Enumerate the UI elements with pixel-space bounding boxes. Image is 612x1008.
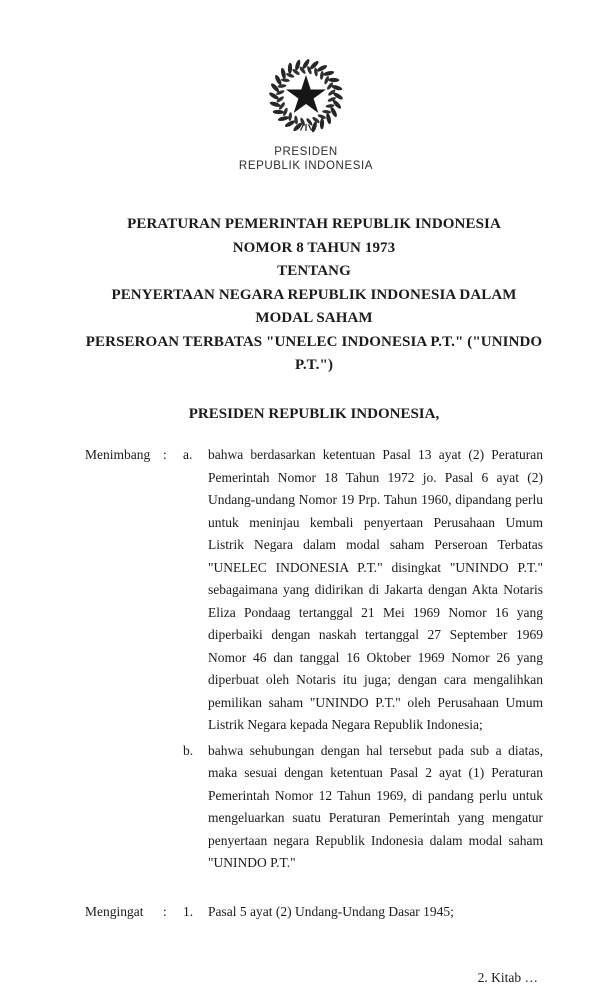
star-icon [286, 75, 326, 113]
consideration-item-a [183, 444, 543, 737]
section-label: Mengingat [85, 903, 144, 919]
title-line-3: TENTANG [277, 263, 351, 279]
letterhead [0, 0, 612, 173]
salutation: PRESIDEN REPUBLIK INDONESIA, [188, 405, 440, 422]
ribbon-knot [301, 124, 312, 131]
title-line-4: PENYERTAAN NEGARA REPUBLIK INDONESIA DALAM MODAL SAHAM [111, 286, 517, 326]
section-colon: : [163, 447, 167, 462]
section-mengingat [85, 901, 543, 924]
regulation-title [85, 213, 543, 378]
item-text: bahwa sehubungan dengan hal tersebut pada sub a diatas, maka sesuai dengan ketentuan Pasal 2 ayat (1) Peraturan Pemerintah Nomor 12 Tahun 1969, di pandang perlu untuk mengeluarkan suatu Peraturan Pemerintah yang mengatur penyertaan negara Republik Indonesia dalam modal saham "UNINDO P.T." [208, 742, 543, 870]
item-marker: b. [183, 742, 194, 758]
section-label: Menimbang [85, 447, 151, 462]
consideration-item-b [183, 740, 543, 875]
section-items [183, 444, 543, 875]
star-wreath-emblem-icon [265, 56, 347, 136]
title-line-2: NOMOR 8 TAHUN 1973 [232, 239, 396, 256]
section-colon: : [163, 903, 167, 919]
document-body [85, 213, 543, 990]
letterhead-republik-indonesia: REPUBLIK INDONESIA [238, 160, 374, 172]
legal-basis-item-1 [183, 901, 543, 924]
section-menimbang [85, 444, 543, 875]
item-marker: a. [183, 447, 193, 462]
section-items [183, 901, 543, 924]
title-line-1: PERATURAN PEMERINTAH REPUBLIK INDONESIA [127, 216, 501, 232]
item-text: Pasal 5 ayat (2) Undang-Undang Dasar 1945; [208, 903, 454, 919]
item-text: bahwa berdasarkan ketentuan Pasal 13 ayat (2) Peraturan Pemerintah Nomor 18 Tahun 1972 jo. Pasal 6 ayat (2) Undang-undang Nomor 19 Prp. Tahun 1960, dipandang perlu untuk meninjau kembali penyertaan Perusahaan Umum Listrik Negara dalam modal saham Perseroan Terbatas "UNELEC INDONESIA P.T." disingkat "UNINDO P.T." sebagaimana yang didirikan di Jakarta dengan Akta Notaris Eliza Pondaag tertanggal 21 Mei 1969 Nomor 16 yang diperbaiki dengan naskah tertanggal 27 September 1969 Nomor 46 dan tanggal 16 Oktober 1969 Nomor 26 yang diperbuat oleh Notaris itu juga; dengan cara mengalihkan pemilikan saham "UNINDO P.T." oleh Perusahaan Umum Listrik Negara kepada Negara Republik Indonesia; [208, 447, 543, 732]
letterhead-presiden: PRESIDEN [274, 146, 338, 158]
item-marker: 1. [183, 903, 194, 919]
title-line-5: PERSEROAN TERBATAS "UNELEC INDONESIA P.T." ("UNINDO P.T.") [85, 333, 543, 373]
catchword: 2. Kitab … [477, 970, 538, 985]
